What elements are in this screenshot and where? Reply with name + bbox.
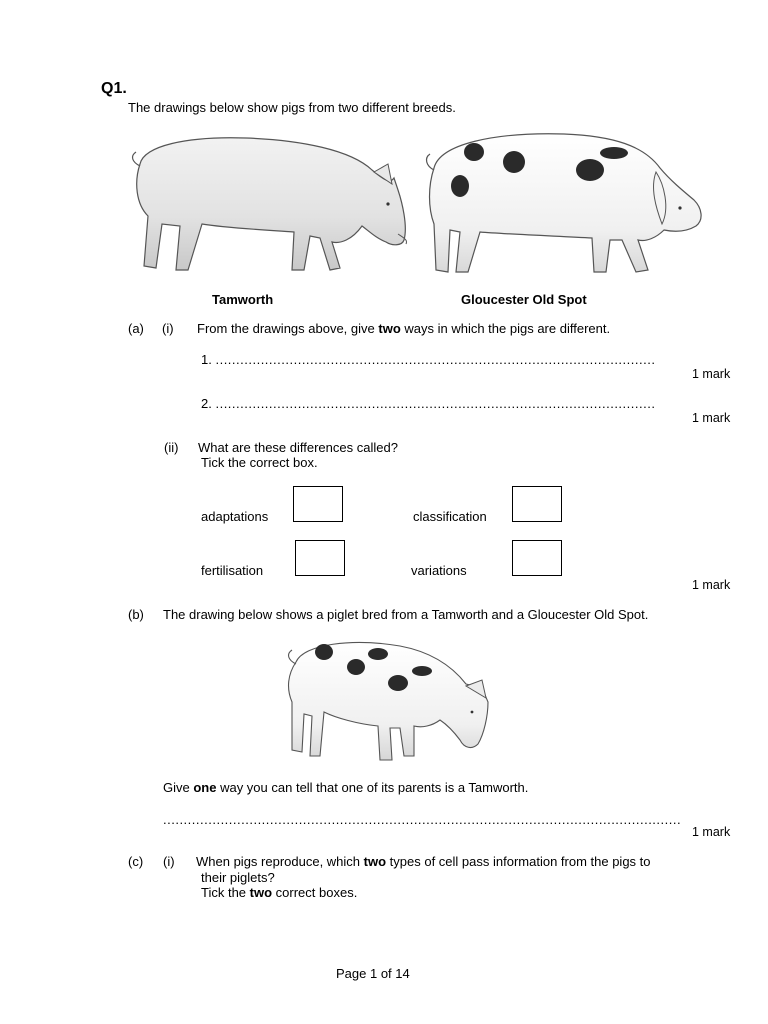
part-b-answer-line[interactable]: ..............................................................................................................................	[163, 812, 682, 827]
part-c-label: (c)	[128, 854, 144, 869]
option-adaptations-tickbox[interactable]	[293, 486, 343, 522]
option-variations-label: variations	[411, 563, 467, 578]
part-a-label: (a)	[128, 321, 144, 336]
part-a-ii-label: (ii)	[164, 440, 179, 455]
part-b-text: The drawing below shows a piglet bred from a Tamworth and a Gloucester Old Spot.	[163, 607, 649, 622]
option-fertilisation-label: fertilisation	[201, 563, 264, 578]
question-number: Q1.	[101, 80, 127, 97]
option-classification-label: classification	[413, 509, 487, 524]
part-c-i-line3: Tick the two correct boxes.	[201, 885, 358, 900]
part-c-i-line2: their piglets?	[201, 870, 275, 885]
option-fertilisation-tickbox[interactable]	[295, 540, 345, 576]
page-number: Page 1 of 14	[336, 966, 410, 981]
option-classification-tickbox[interactable]	[512, 486, 562, 522]
mark-a-ii: 1 mark	[692, 578, 731, 592]
part-c-i-line1: When pigs reproduce, which two types of cell pass information from the pigs to	[196, 854, 651, 869]
option-variations-tickbox[interactable]	[512, 540, 562, 576]
part-a-ii-question: What are these differences called?	[198, 440, 398, 455]
part-a-i-question: From the drawings above, give two ways in which the pigs are different.	[197, 321, 611, 336]
gloucester-caption: Gloucester Old Spot	[461, 292, 587, 307]
piglet-image	[282, 636, 498, 768]
part-b-question: Give one way you can tell that one of its parents is a Tamworth.	[163, 780, 529, 795]
option-adaptations-label: adaptations	[201, 509, 269, 524]
part-b-label: (b)	[128, 607, 144, 622]
tamworth-pig-image	[126, 128, 410, 280]
part-a-i-label: (i)	[162, 321, 174, 336]
tamworth-caption: Tamworth	[212, 292, 274, 307]
part-a-ii-instruction: Tick the correct box.	[201, 455, 318, 470]
mark-b: 1 mark	[692, 825, 731, 839]
mark-a-i-2: 1 mark	[692, 411, 731, 425]
part-c-i-label: (i)	[163, 854, 175, 869]
answer-line-1[interactable]: 1. ...........................................................................................................	[201, 352, 656, 367]
mark-a-i-1: 1 mark	[692, 367, 731, 381]
gloucester-old-spot-pig-image	[424, 128, 708, 280]
question-intro: The drawings below show pigs from two different breeds.	[128, 100, 456, 115]
answer-line-2[interactable]: 2. ...........................................................................................................	[201, 396, 656, 411]
